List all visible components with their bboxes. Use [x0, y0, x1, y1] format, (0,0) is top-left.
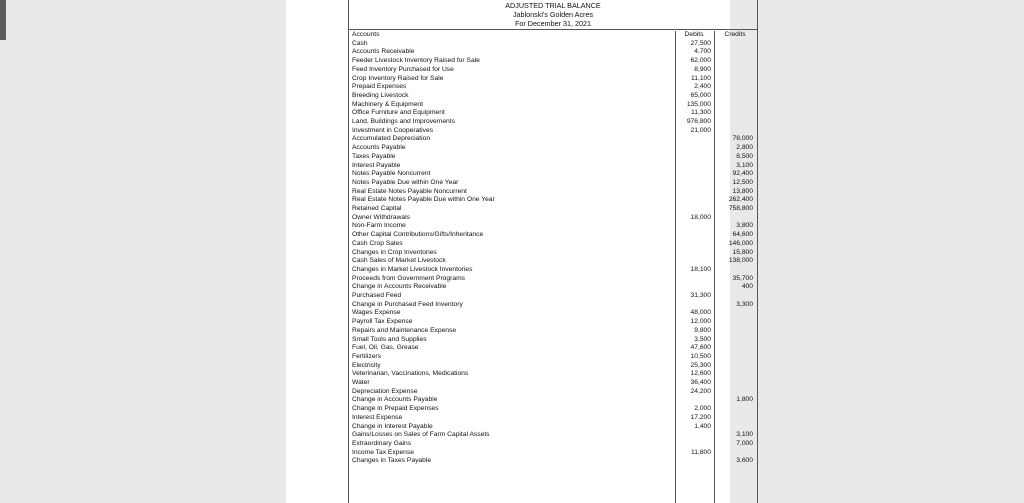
account-name: Proceeds from Government Programs: [352, 274, 465, 282]
debit-value: 11,100: [691, 74, 711, 82]
table-row: [349, 48, 757, 57]
account-name: Feeder Livestock Inventory Raised for Sale: [352, 57, 480, 65]
column-header-row: [349, 31, 757, 40]
table-row: [349, 57, 757, 66]
accounts-column-header: Accounts: [352, 31, 380, 38]
table-row: [349, 40, 757, 49]
debit-value: 8,900: [694, 65, 711, 73]
table-row: [349, 101, 757, 110]
account-name: Change in Accounts Payable: [352, 396, 438, 404]
table-row: [349, 283, 757, 292]
account-name: Cash Sales of Market Livestock: [352, 257, 446, 265]
credit-value: 3,100: [736, 161, 753, 169]
account-name: Change in Prepaid Expenses: [352, 405, 439, 413]
table-row: [349, 75, 757, 84]
report-title: ADJUSTED TRIAL BALANCE: [505, 1, 601, 10]
debit-value: 3,500: [694, 335, 711, 343]
account-name: Non-Farm Income: [352, 222, 406, 230]
debit-value: 1,400: [694, 422, 711, 430]
credit-value: 262,400: [728, 196, 753, 204]
debit-value: 27,500: [690, 39, 711, 47]
account-name: Wages Expense: [352, 309, 401, 317]
table-row: [349, 301, 757, 310]
account-name: Cash Crop Sales: [352, 239, 403, 247]
debit-value: 2,400: [694, 83, 711, 91]
table-row: [349, 249, 757, 258]
credit-value: 3,800: [736, 222, 753, 230]
table-row: [349, 388, 757, 397]
debit-value: 21,000: [690, 126, 711, 134]
account-name: Prepaid Expenses: [352, 83, 407, 91]
debit-value: 4,700: [694, 48, 711, 56]
table-row: [349, 353, 757, 362]
account-name: Gains/Losses on Sales of Farm Capital Assets: [352, 431, 490, 439]
table-row: [349, 344, 757, 353]
table-row: [349, 362, 757, 371]
account-name: Purchased Feed: [352, 292, 402, 299]
account-name: Fertilizers: [352, 352, 381, 360]
credit-value: 92,400: [732, 170, 753, 178]
table-row: [349, 318, 757, 327]
account-name: Owner Withdrawals: [352, 213, 410, 221]
credit-value: 1,800: [736, 396, 753, 404]
account-name: Interest Payable: [352, 161, 401, 169]
report-header: [349, 0, 757, 30]
account-name: Taxes Payable: [352, 152, 396, 160]
account-name: Retained Capital: [352, 205, 402, 212]
company-name: Jablonski's Golden Acres: [512, 10, 594, 19]
table-row: [349, 292, 757, 301]
trial-balance-sheet: [348, 0, 758, 503]
table-row: [349, 170, 757, 179]
table-row: [349, 144, 757, 153]
table-row: [349, 449, 757, 458]
window-edge: [0, 0, 6, 40]
credit-value: 146,000: [728, 239, 753, 247]
debit-value: 976,800: [686, 118, 711, 125]
credit-value: 3,600: [736, 457, 753, 465]
table-row: [349, 135, 757, 144]
table-row: [349, 266, 757, 275]
account-name: Notes Payable Noncurrent: [352, 170, 431, 178]
account-name: Change in Accounts Receivable: [352, 283, 447, 291]
account-name: Feed Inventory Purchased for Use: [352, 65, 454, 73]
credit-value: 78,000: [732, 135, 753, 143]
account-name: Interest Expense: [352, 413, 403, 421]
debit-value: 36,400: [690, 379, 711, 386]
account-name: Office Furniture and Equipment: [352, 109, 445, 117]
table-row: [349, 336, 757, 345]
table-row: [349, 127, 757, 136]
table-row: [349, 188, 757, 197]
credit-value: 3,100: [736, 431, 753, 439]
credit-value: 35,700: [732, 274, 753, 282]
report-period: For December 31, 2021: [515, 19, 591, 28]
table-row: [349, 179, 757, 188]
table-row: [349, 414, 757, 423]
credit-value: 12,500: [732, 178, 753, 186]
table-row: [349, 92, 757, 101]
table-row: [349, 431, 757, 440]
table-row: [349, 379, 757, 388]
account-name: Changes in Taxes Payable: [352, 457, 432, 465]
table-row: [349, 118, 757, 127]
account-name: Extraordinary Gains: [352, 439, 412, 447]
account-name: Investment in Cooperatives: [352, 126, 434, 134]
debit-value: 62,000: [690, 57, 711, 65]
debit-value: 12,600: [690, 370, 711, 378]
table-row: [349, 423, 757, 432]
account-name: Accounts Receivable: [352, 48, 415, 56]
account-name: Accumulated Depreciation: [352, 135, 431, 143]
debit-value: 31,300: [690, 292, 711, 299]
debit-value: 18,100: [690, 265, 711, 273]
account-name: Other Capital Contributions/Gifts/Inheritance: [352, 231, 484, 239]
credit-value: 758,800: [728, 205, 753, 212]
account-name: Change in Purchased Feed Inventory: [352, 300, 463, 308]
account-name: Income Tax Expense: [352, 448, 414, 456]
credit-value: 64,600: [732, 231, 753, 239]
account-name: Notes Payable Due within One Year: [352, 178, 459, 186]
trial-balance-table: [349, 31, 757, 503]
credit-value: 138,000: [728, 257, 753, 265]
table-row: [349, 109, 757, 118]
debit-value: 135,000: [686, 100, 711, 108]
account-name: Electricity: [352, 361, 381, 369]
account-name: Changes in Market Livestock Inventories: [352, 265, 473, 273]
account-name: Real Estate Notes Payable Due within One Year: [352, 196, 495, 204]
table-row: [349, 275, 757, 284]
debit-value: 65,000: [690, 91, 711, 99]
table-row: [349, 370, 757, 379]
table-row: [349, 196, 757, 205]
account-name: Change in Interest Payable: [352, 422, 433, 430]
debit-value: 18,000: [690, 213, 711, 221]
debit-value: 11,800: [691, 448, 711, 456]
table-row: [349, 457, 757, 466]
table-row: [349, 231, 757, 240]
account-name: Cash: [352, 39, 368, 47]
table-row: [349, 214, 757, 223]
table-row: [349, 257, 757, 266]
credits-column-header: Credits: [724, 31, 746, 38]
credit-value: 13,800: [732, 187, 753, 195]
table-row: [349, 162, 757, 171]
debit-value: 47,600: [690, 344, 711, 352]
account-name: Land, Buildings and Improvements: [352, 118, 455, 125]
account-name: Accounts Payable: [352, 144, 406, 152]
account-name: Changes in Crop Inventories: [352, 248, 437, 256]
credit-value: 400: [741, 283, 753, 291]
account-name: Repairs and Maintenance Expense: [352, 326, 457, 334]
table-row: [349, 309, 757, 318]
account-name: Crop Inventory Raised for Sale: [352, 74, 444, 82]
credit-value: 7,000: [736, 439, 753, 447]
debit-value: 10,500: [690, 352, 711, 360]
account-name: Breeding Livestock: [352, 91, 409, 99]
credit-value: 3,300: [736, 300, 753, 308]
debit-value: 24,200: [690, 387, 711, 395]
table-row: [349, 205, 757, 214]
debit-value: 9,800: [694, 326, 711, 334]
debit-value: 25,300: [690, 361, 711, 369]
table-row: [349, 222, 757, 231]
debits-column-header: Debits: [684, 31, 704, 38]
account-name: Real Estate Notes Payable Noncurrent: [352, 187, 467, 195]
debit-value: 2,000: [694, 405, 711, 413]
table-row: [349, 405, 757, 414]
account-name: Payroll Tax Expense: [352, 318, 413, 326]
table-row: [349, 440, 757, 449]
debit-value: 11,300: [691, 109, 711, 117]
account-name: Veterinarian, Vaccinations, Medications: [352, 370, 469, 378]
account-name: Water: [352, 379, 370, 386]
credit-value: 8,500: [736, 152, 753, 160]
account-name: Small Tools and Supplies: [352, 335, 427, 343]
account-name: Depreciation Expense: [352, 387, 418, 395]
table-row: [349, 83, 757, 92]
table-row: [349, 153, 757, 162]
debit-value: 12,000: [690, 318, 711, 326]
table-row: [349, 327, 757, 336]
account-name: Machinery & Equipment: [352, 100, 423, 108]
debit-value: 48,000: [690, 309, 711, 317]
table-row: [349, 396, 757, 405]
account-name: Fuel, Oil, Gas, Grease: [352, 344, 419, 352]
credit-value: 15,800: [732, 248, 753, 256]
debit-value: 17,200: [690, 413, 711, 421]
table-row: [349, 240, 757, 249]
document-page: [286, 0, 753, 503]
table-row: [349, 66, 757, 75]
credit-value: 2,800: [736, 144, 753, 152]
